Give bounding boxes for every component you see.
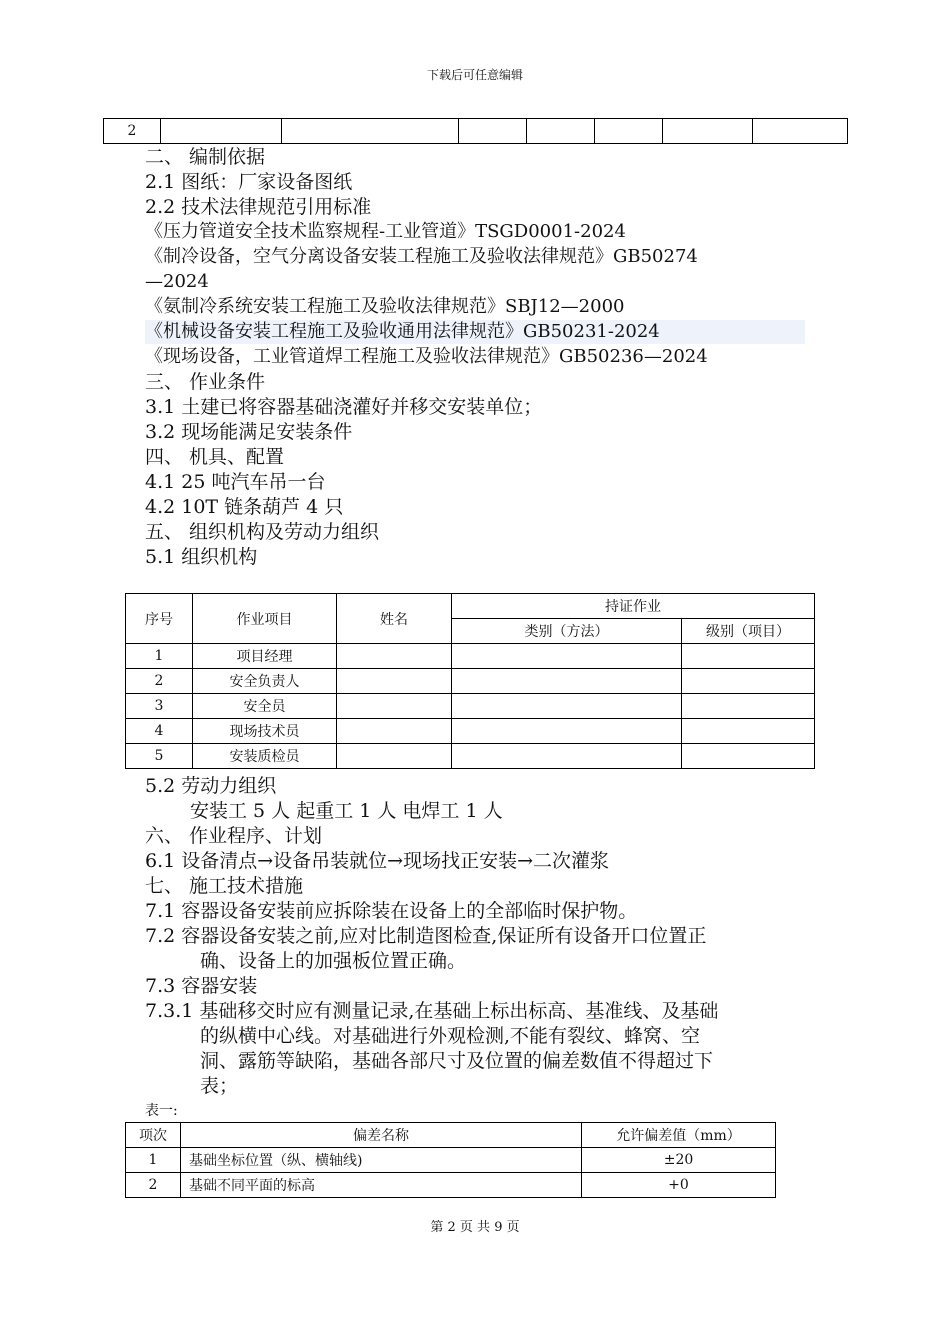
table-cell — [337, 644, 452, 669]
table-cell — [337, 719, 452, 744]
section-heading: 三、 作业条件 — [145, 371, 266, 393]
standard-line: 《机械设备安装工程施工及验收通用法律规范》GB50231-2024 — [145, 320, 805, 344]
table-cell: 现场技术员 — [193, 719, 337, 744]
text-line: 5.2 劳动力组织 — [145, 775, 277, 797]
section-heading: 二、 编制依据 — [145, 146, 266, 168]
table-cell — [452, 719, 682, 744]
table-cell — [161, 119, 282, 144]
table-cell — [452, 744, 682, 769]
table-cell: 4 — [126, 719, 193, 744]
table-cell: 2 — [104, 119, 161, 144]
header-cell: 姓名 — [337, 594, 452, 644]
table-cell — [282, 119, 459, 144]
table-row — [126, 669, 815, 694]
table-cell — [452, 669, 682, 694]
text-line: 6.1 设备清点→设备吊装就位→现场找正安装→二次灌浆 — [145, 850, 610, 872]
standard-line: 《压力管道安全技术监察规程-工业管道》TSGD0001-2024 — [145, 221, 626, 242]
standard-line: 《氨制冷系统安装工程施工及验收法律规范》SBJ12—2000 — [145, 296, 625, 317]
header-cell: 项次 — [126, 1123, 181, 1148]
table-header-row — [126, 594, 815, 619]
table-cell: 1 — [126, 644, 193, 669]
header-cell: 序号 — [126, 594, 193, 644]
table-cell: 安全负责人 — [193, 669, 337, 694]
standard-line: 《现场设备，工业管道焊工程施工及验收法律规范》GB50236—2024 — [145, 346, 708, 367]
section-heading: 六、 作业程序、计划 — [145, 825, 323, 847]
table-cell — [337, 694, 452, 719]
table-cell — [459, 119, 527, 144]
table-cell — [682, 719, 815, 744]
table-cell: 项目经理 — [193, 644, 337, 669]
standard-line: 《制冷设备，空气分离设备安装工程施工及验收法律规范》GB50274 — [145, 246, 698, 267]
table-row — [126, 1173, 776, 1198]
table-cell — [753, 119, 848, 144]
section-heading: 五、 组织机构及劳动力组织 — [145, 521, 380, 543]
text-line: 安装工 5 人 起重工 1 人 电焊工 1 人 — [190, 800, 503, 822]
page-footer: 第 2 页 共 9 页 — [430, 1220, 520, 1235]
header-cell: 偏差名称 — [181, 1123, 582, 1148]
table-cell — [682, 644, 815, 669]
text-line: 2.2 技术法律规范引用标准 — [145, 196, 372, 218]
table-cell — [682, 744, 815, 769]
table-cell — [682, 694, 815, 719]
standard-line: —2024 — [145, 271, 209, 292]
table-cell: 安装质检员 — [193, 744, 337, 769]
text-line: 3.2 现场能满足安装条件 — [145, 421, 353, 443]
text-line: 4.2 10T 链条葫芦 4 只 — [145, 496, 344, 518]
text-line: 3.1 土建已将容器基础浇灌好并移交安装单位； — [145, 396, 543, 418]
deviation-table — [125, 1122, 776, 1198]
organization-table — [125, 593, 815, 769]
table-row — [104, 119, 848, 144]
continued-table — [103, 118, 848, 144]
table-cell: 2 — [126, 669, 193, 694]
table-cell — [663, 119, 753, 144]
text-line: 7.3.1 基础移交时应有测量记录,在基础上标出标高、基准线、及基础 — [145, 1000, 719, 1022]
table-row — [126, 1148, 776, 1173]
section-heading: 四、 机具、配置 — [145, 446, 285, 468]
table-row — [126, 694, 815, 719]
section-heading: 七、 施工技术措施 — [145, 875, 304, 897]
text-line: 4.1 25 吨汽车吊一台 — [145, 471, 326, 493]
table-cell — [682, 669, 815, 694]
table-cell: 1 — [126, 1148, 181, 1173]
table-header-row — [126, 1123, 776, 1148]
header-cell: 级别（项目） — [682, 619, 815, 644]
text-line: 洞、露筋等缺陷，基础各部尺寸及位置的偏差数值不得超过下 — [200, 1050, 714, 1072]
table-cell: +0 — [582, 1173, 776, 1198]
table-cell — [595, 119, 663, 144]
table-cell: 基础坐标位置（纵、横轴线) — [181, 1148, 582, 1173]
table-row — [126, 719, 815, 744]
table-cell: 3 — [126, 694, 193, 719]
table-cell: 安全员 — [193, 694, 337, 719]
table-cell — [337, 744, 452, 769]
header-cell: 作业项目 — [193, 594, 337, 644]
text-line: 7.3 容器安装 — [145, 975, 258, 997]
text-line: 7.1 容器设备安装前应拆除装在设备上的全部临时保护物。 — [145, 900, 638, 922]
text-line: 表； — [200, 1075, 239, 1097]
header-cell: 允许偏差值（mm） — [582, 1123, 776, 1148]
text-line: 7.2 容器设备安装之前,应对比制造图检查,保证所有设备开口位置正 — [145, 925, 707, 947]
table-cell: ±20 — [582, 1148, 776, 1173]
page-header: 下载后可任意编辑 — [426, 68, 523, 82]
table-caption: 表一: — [145, 1103, 178, 1119]
header-cell: 类别（方法） — [452, 619, 682, 644]
text-line: 2.1 图纸：厂家设备图纸 — [145, 171, 353, 193]
table-row — [126, 744, 815, 769]
table-cell: 5 — [126, 744, 193, 769]
header-cell: 持证作业 — [452, 594, 815, 619]
text-line: 的纵横中心线。对基础进行外观检测,不能有裂纹、蜂窝、空 — [200, 1025, 701, 1047]
table-cell — [337, 669, 452, 694]
table-cell: 基础不同平面的标高 — [181, 1173, 582, 1198]
table-cell — [452, 694, 682, 719]
table-cell: 2 — [126, 1173, 181, 1198]
table-cell — [527, 119, 595, 144]
text-line: 5.1 组织机构 — [145, 546, 258, 568]
table-cell — [452, 644, 682, 669]
table-row — [126, 644, 815, 669]
text-line: 确、设备上的加强板位置正确。 — [200, 950, 467, 972]
